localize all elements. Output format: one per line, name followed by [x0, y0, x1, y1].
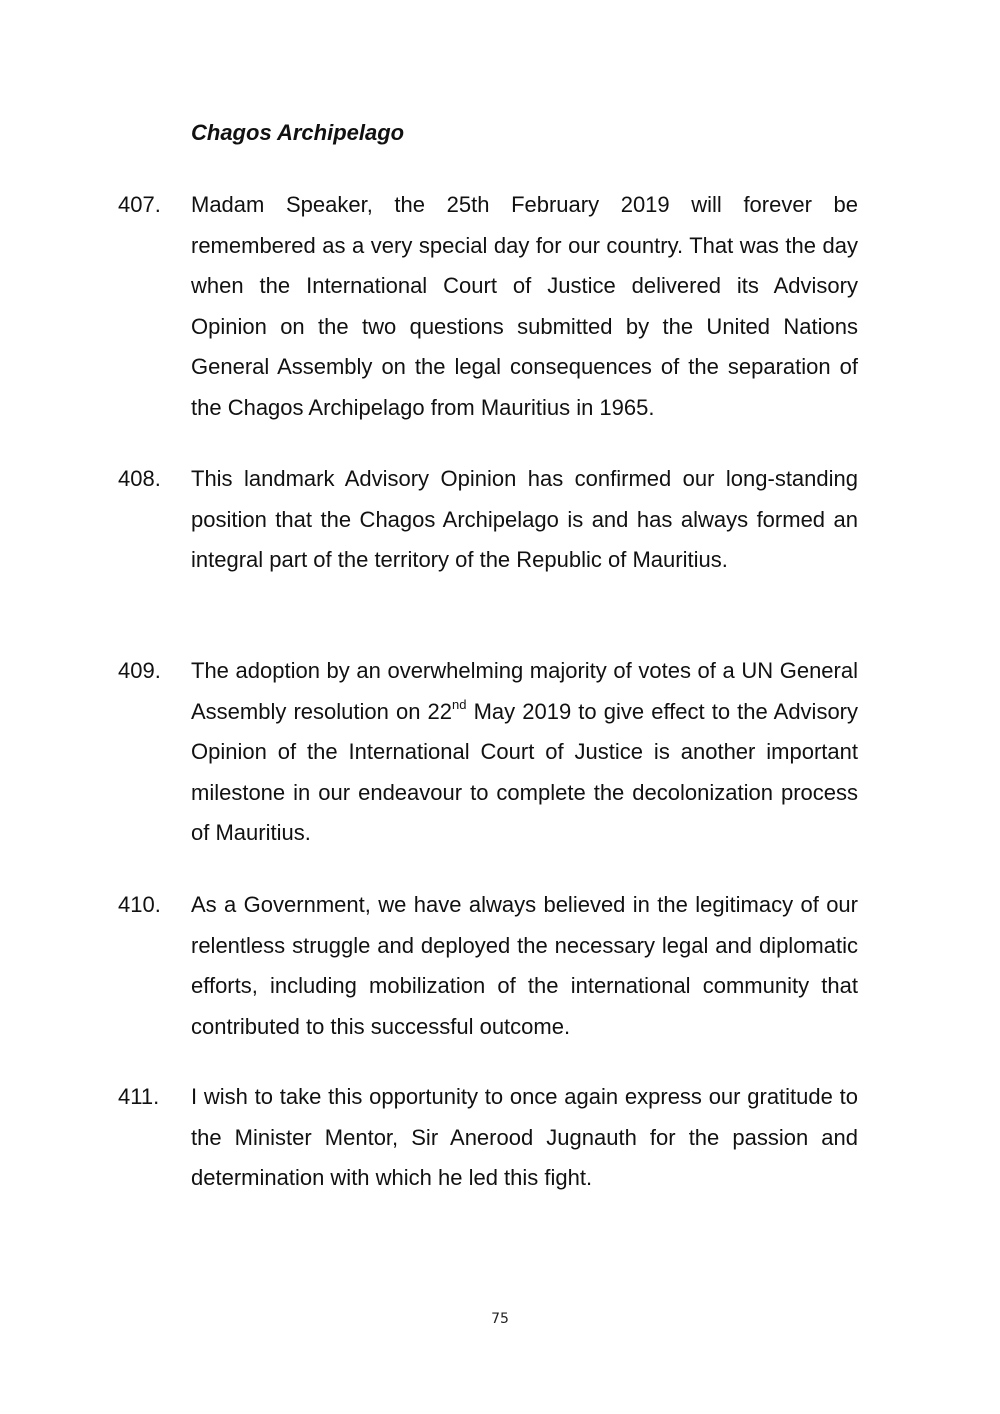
paragraph-407: [118, 185, 858, 428]
paragraph-text-before: The adoption by an overwhelming majority of votes of a UN General Assembly resolution on 22: [191, 658, 858, 724]
paragraph-text: [191, 651, 858, 854]
page-number: 75: [491, 1311, 509, 1327]
section-heading: Chagos Archipelago: [191, 120, 405, 145]
paragraph-text: As a Government, we have always believed in the legitimacy of our relentless struggle and deployed the necessary legal and diplomatic efforts, including mobilization of the international community that contributed to this successful outcome.: [191, 892, 858, 1039]
paragraph-number: 409.: [118, 658, 161, 683]
paragraph-411: [118, 1077, 858, 1199]
paragraph-text: Madam Speaker, the 25th February 2019 will forever be remembered as a very special day for our country. That was the day when the International Court of Justice delivered its Advisory Opinion on the two questions submitted by the United Nations General Assembly on the legal consequences of the separation of the Chagos Archipelago from Mauritius in 1965.: [191, 192, 858, 420]
paragraph-text: I wish to take this opportunity to once again express our gratitude to the Minister Mentor, Sir Anerood Jugnauth for the passion and determination with which he led this fight.: [191, 1084, 858, 1190]
paragraph-number: 411.: [118, 1084, 160, 1109]
paragraph-number: 407.: [118, 192, 161, 217]
paragraph-410: [118, 885, 858, 1047]
paragraph-number: 408.: [118, 466, 161, 491]
paragraph-number: 410.: [118, 892, 161, 917]
paragraph-text-after: May 2019 to give effect to the Advisory Opinion of the International Court of Justice is another important milestone in our endeavour to complete the decolonization process of Mauritius.: [191, 698, 859, 845]
ordinal-superscript: nd: [452, 696, 467, 712]
paragraph-409: [118, 651, 858, 854]
paragraph-text: This landmark Advisory Opinion has confirmed our long-standing position that the Chagos Archipelago is and has always formed an integral part of the territory of the Republic of Mauritius.: [191, 466, 858, 572]
paragraph-408: [118, 459, 858, 581]
